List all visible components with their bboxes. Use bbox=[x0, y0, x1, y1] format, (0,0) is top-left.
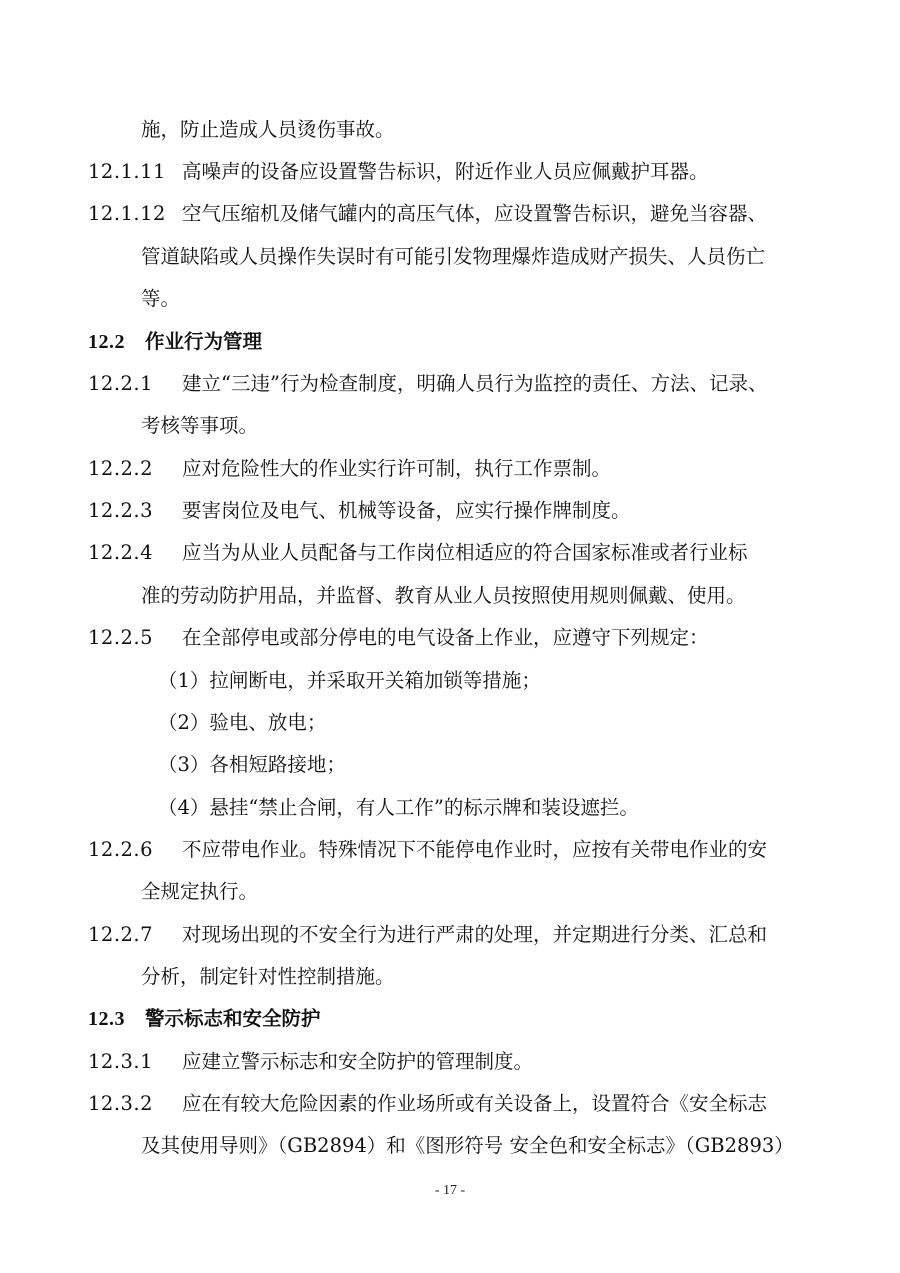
line-text: 应对危险性大的作业实行许可制，执行工作票制。 bbox=[182, 457, 612, 480]
paragraph-line bbox=[0, 110, 900, 150]
paragraph-line bbox=[0, 576, 900, 616]
clause-number: 12.2.5 bbox=[88, 626, 154, 649]
line-text: 空气压缩机及储气罐内的高压气体，应设置警告标识，避免当容器、 bbox=[182, 202, 768, 225]
paragraph-line bbox=[0, 491, 900, 531]
clause-number: 12.1.12 bbox=[88, 202, 166, 225]
clause-number: 12.3.1 bbox=[88, 1050, 154, 1073]
line-text: 分析，制定针对性控制措施。 bbox=[141, 965, 395, 988]
section-heading bbox=[0, 322, 900, 362]
line-text: 管道缺陷或人员操作失误时有可能引发物理爆炸造成财产损失、人员伤亡 bbox=[141, 245, 766, 268]
line-text: 建立“三违”行为检查制度，明确人员行为监控的责任、方法、记录、 bbox=[182, 372, 768, 395]
line-text: 高噪声的设备应设置警告标识，附近作业人员应佩戴护耳器。 bbox=[182, 160, 709, 183]
line-text: 对现场出现的不安全行为进行严肃的处理，并定期进行分类、汇总和 bbox=[182, 923, 768, 946]
line-text: （2）验电、放电； bbox=[158, 711, 327, 734]
paragraph-line bbox=[0, 1126, 900, 1166]
clause-number: 12.2.1 bbox=[88, 372, 154, 395]
paragraph-line bbox=[0, 915, 900, 955]
line-text: 不应带电作业。特殊情况下不能停电作业时，应按有关带电作业的安 bbox=[182, 838, 768, 861]
paragraph-line bbox=[0, 449, 900, 489]
paragraph-line bbox=[0, 1042, 900, 1082]
paragraph-line bbox=[0, 152, 900, 192]
line-text: 等。 bbox=[141, 287, 181, 310]
section-number: 12.2 bbox=[88, 331, 125, 353]
list-item bbox=[0, 661, 900, 701]
paragraph-line bbox=[0, 830, 900, 870]
line-text: 及其使用导则》（GB2894）和《图形符号 安全色和安全标志》（GB2893） bbox=[141, 1134, 794, 1157]
line-text: （1）拉闸断电，并采取开关箱加锁等措施； bbox=[158, 669, 541, 692]
clause-number: 12.2.4 bbox=[88, 541, 154, 564]
paragraph-line bbox=[0, 237, 900, 277]
line-text: 在全部停电或部分停电的电气设备上作业，应遵守下列规定： bbox=[182, 626, 709, 649]
list-item bbox=[0, 703, 900, 743]
line-text: 应建立警示标志和安全防护的管理制度。 bbox=[182, 1050, 534, 1073]
page-number: - 17 - bbox=[434, 1183, 466, 1198]
paragraph-line bbox=[0, 364, 900, 404]
line-text: 应在有较大危险因素的作业场所或有关设备上，设置符合《安全标志 bbox=[182, 1092, 768, 1115]
section-number: 12.3 bbox=[88, 1008, 125, 1030]
clause-number: 12.2.2 bbox=[88, 457, 154, 480]
paragraph-line bbox=[0, 279, 900, 319]
section-title: 警示标志和安全防护 bbox=[145, 1007, 321, 1030]
line-text: 应当为从业人员配备与工作岗位相适应的符合国家标准或者行业标 bbox=[182, 541, 748, 564]
section-heading bbox=[0, 999, 900, 1039]
line-text: 准的劳动防护用品，并监督、教育从业人员按照使用规则佩戴、使用。 bbox=[141, 584, 746, 607]
clause-number: 12.3.2 bbox=[88, 1092, 154, 1115]
line-text: 要害岗位及电气、机械等设备，应实行操作牌制度。 bbox=[182, 499, 631, 522]
paragraph-line bbox=[0, 957, 900, 997]
line-text: 施，防止造成人员烫伤事故。 bbox=[141, 118, 395, 141]
section-title: 作业行为管理 bbox=[145, 330, 263, 353]
line-text: （3）各相短路接地； bbox=[158, 753, 346, 776]
paragraph-line bbox=[0, 533, 900, 573]
list-item bbox=[0, 788, 900, 828]
paragraph-line bbox=[0, 194, 900, 234]
paragraph-line bbox=[0, 406, 900, 446]
paragraph-line bbox=[0, 618, 900, 658]
paragraph-line bbox=[0, 1084, 900, 1124]
clause-number: 12.2.6 bbox=[88, 838, 154, 861]
line-text: 考核等事项。 bbox=[141, 414, 259, 437]
line-text: （4）悬挂“禁止合闸，有人工作”的标示牌和装设遮拦。 bbox=[158, 796, 639, 819]
paragraph-line bbox=[0, 872, 900, 912]
clause-number: 12.2.7 bbox=[88, 923, 154, 946]
clause-number: 12.1.11 bbox=[88, 160, 166, 183]
line-text: 全规定执行。 bbox=[141, 880, 259, 903]
clause-number: 12.2.3 bbox=[88, 499, 154, 522]
list-item bbox=[0, 745, 900, 785]
